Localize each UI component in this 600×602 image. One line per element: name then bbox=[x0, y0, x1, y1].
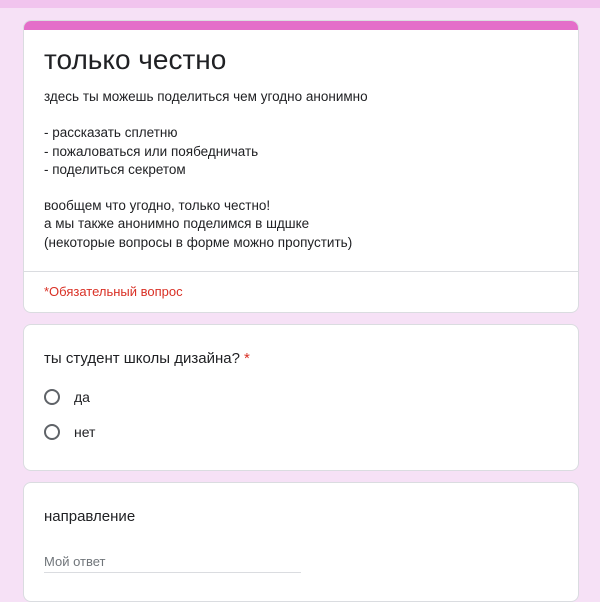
question-title: направление bbox=[44, 508, 136, 525]
question-card-direction bbox=[23, 482, 579, 602]
page-top-band bbox=[0, 0, 600, 8]
radio-option-no[interactable] bbox=[44, 424, 95, 440]
question-title bbox=[44, 349, 250, 369]
required-asterisk: * bbox=[243, 350, 250, 367]
theme-accent-bar bbox=[23, 20, 579, 30]
answer-input[interactable] bbox=[44, 550, 301, 573]
option-label: да bbox=[74, 389, 90, 405]
form-description: здесь ты можешь поделиться чем угодно анонимно - рассказать сплетню - пожаловаться или поябедничать - поделиться секретом вообщем что угодно, только честно! а мы также анонимно поделимся в шдшке (некоторые вопросы в форме можно пропустить) bbox=[44, 89, 368, 250]
radio-circle-icon[interactable] bbox=[44, 389, 60, 405]
question-text: ты студент школы дизайна? bbox=[44, 350, 240, 367]
question-card-student bbox=[23, 324, 579, 471]
required-note: *Обязательный вопрос bbox=[44, 284, 183, 299]
option-label: нет bbox=[74, 424, 96, 440]
radio-option-yes[interactable] bbox=[44, 389, 90, 405]
radio-circle-icon[interactable] bbox=[44, 424, 60, 440]
form-header-card bbox=[23, 20, 579, 313]
form-title: только честно bbox=[44, 44, 227, 75]
header-divider bbox=[24, 271, 578, 272]
